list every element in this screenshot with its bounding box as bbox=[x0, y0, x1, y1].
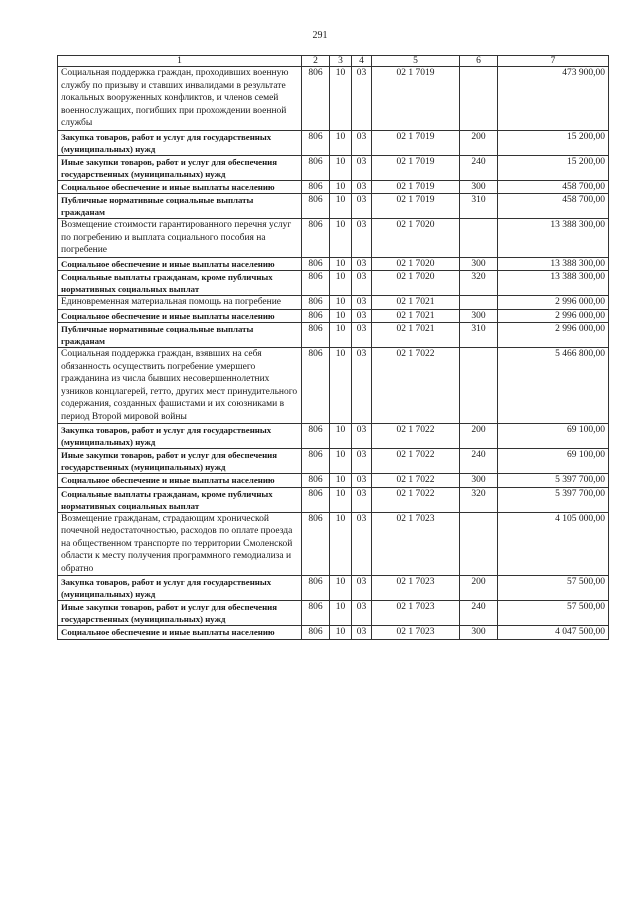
row-expense-type: 300 bbox=[460, 180, 498, 194]
budget-table bbox=[57, 55, 609, 640]
row-target-article: 02 1 7023 bbox=[372, 626, 460, 640]
row-section: 10 bbox=[330, 348, 352, 424]
row-amount: 13 388 300,00 bbox=[498, 257, 609, 271]
row-section: 10 bbox=[330, 296, 352, 310]
row-expense-type: 200 bbox=[460, 576, 498, 601]
row-section: 10 bbox=[330, 257, 352, 271]
row-subsection: 03 bbox=[352, 601, 372, 626]
row-section: 10 bbox=[330, 576, 352, 601]
row-amount: 2 996 000,00 bbox=[498, 309, 609, 323]
row-amount: 69 100,00 bbox=[498, 424, 609, 449]
row-name: Социальная поддержка граждан, взявших на себя обязанность осуществить погребение умершего гражданина из числа бывших несовершеннолетних узников концлагерей, гетто, других мест принудительного содержания, созданных фашистами и их союзниками в период Второй мировой войны bbox=[58, 348, 302, 424]
row-amount: 4 047 500,00 bbox=[498, 626, 609, 640]
table-row bbox=[58, 424, 609, 449]
row-amount: 5 397 700,00 bbox=[498, 487, 609, 512]
row-name: Социальные выплаты гражданам, кроме публичных нормативных социальных выплат bbox=[58, 271, 302, 296]
row-subsection: 03 bbox=[352, 449, 372, 474]
row-target-article: 02 1 7019 bbox=[372, 67, 460, 131]
row-ved: 806 bbox=[302, 219, 330, 258]
row-subsection: 03 bbox=[352, 626, 372, 640]
row-section: 10 bbox=[330, 194, 352, 219]
row-amount: 458 700,00 bbox=[498, 194, 609, 219]
row-target-article: 02 1 7022 bbox=[372, 424, 460, 449]
table-row bbox=[58, 576, 609, 601]
row-ved: 806 bbox=[302, 194, 330, 219]
header-cell: 2 bbox=[302, 56, 330, 67]
row-section: 10 bbox=[330, 219, 352, 258]
row-ved: 806 bbox=[302, 180, 330, 194]
row-section: 10 bbox=[330, 180, 352, 194]
row-section: 10 bbox=[330, 449, 352, 474]
row-subsection: 03 bbox=[352, 487, 372, 512]
row-target-article: 02 1 7021 bbox=[372, 323, 460, 348]
row-amount: 13 388 300,00 bbox=[498, 271, 609, 296]
row-name: Социальное обеспечение и иные выплаты населению bbox=[58, 309, 302, 323]
row-ved: 806 bbox=[302, 487, 330, 512]
row-target-article: 02 1 7019 bbox=[372, 194, 460, 219]
row-target-article: 02 1 7019 bbox=[372, 155, 460, 180]
row-ved: 806 bbox=[302, 296, 330, 310]
table-row bbox=[58, 296, 609, 310]
table-row bbox=[58, 309, 609, 323]
table-row bbox=[58, 219, 609, 258]
row-ved: 806 bbox=[302, 576, 330, 601]
row-amount: 4 105 000,00 bbox=[498, 512, 609, 576]
row-amount: 15 200,00 bbox=[498, 155, 609, 180]
row-target-article: 02 1 7019 bbox=[372, 130, 460, 155]
table-row bbox=[58, 512, 609, 576]
table-row bbox=[58, 474, 609, 488]
row-subsection: 03 bbox=[352, 271, 372, 296]
row-expense-type bbox=[460, 296, 498, 310]
row-target-article: 02 1 7020 bbox=[372, 219, 460, 258]
row-target-article: 02 1 7021 bbox=[372, 296, 460, 310]
row-amount: 15 200,00 bbox=[498, 130, 609, 155]
row-subsection: 03 bbox=[352, 576, 372, 601]
row-subsection: 03 bbox=[352, 309, 372, 323]
row-name: Социальное обеспечение и иные выплаты населению bbox=[58, 257, 302, 271]
row-target-article: 02 1 7020 bbox=[372, 271, 460, 296]
row-section: 10 bbox=[330, 601, 352, 626]
row-name: Возмещение стоимости гарантированного перечня услуг по погребению и выплата социального пособия на погребение bbox=[58, 219, 302, 258]
row-ved: 806 bbox=[302, 449, 330, 474]
table-row bbox=[58, 626, 609, 640]
row-target-article: 02 1 7020 bbox=[372, 257, 460, 271]
table-row bbox=[58, 271, 609, 296]
row-name: Возмещение гражданам, страдающим хронической почечной недостаточностью, расходов по оплате проезда на общественном транспорте по территории Смоленской области к месту получения программного гемодиализа и обратно bbox=[58, 512, 302, 576]
row-expense-type: 300 bbox=[460, 257, 498, 271]
row-target-article: 02 1 7022 bbox=[372, 487, 460, 512]
row-subsection: 03 bbox=[352, 323, 372, 348]
row-amount: 57 500,00 bbox=[498, 601, 609, 626]
row-expense-type bbox=[460, 512, 498, 576]
row-ved: 806 bbox=[302, 271, 330, 296]
row-expense-type: 200 bbox=[460, 130, 498, 155]
row-section: 10 bbox=[330, 626, 352, 640]
row-section: 10 bbox=[330, 424, 352, 449]
row-section: 10 bbox=[330, 309, 352, 323]
row-name: Публичные нормативные социальные выплаты гражданам bbox=[58, 194, 302, 219]
row-section: 10 bbox=[330, 155, 352, 180]
row-target-article: 02 1 7023 bbox=[372, 601, 460, 626]
row-ved: 806 bbox=[302, 323, 330, 348]
row-subsection: 03 bbox=[352, 424, 372, 449]
table-row bbox=[58, 348, 609, 424]
header-cell: 3 bbox=[330, 56, 352, 67]
table-row bbox=[58, 130, 609, 155]
row-amount: 57 500,00 bbox=[498, 576, 609, 601]
row-subsection: 03 bbox=[352, 180, 372, 194]
row-amount: 458 700,00 bbox=[498, 180, 609, 194]
row-subsection: 03 bbox=[352, 219, 372, 258]
row-expense-type: 300 bbox=[460, 309, 498, 323]
row-ved: 806 bbox=[302, 424, 330, 449]
row-subsection: 03 bbox=[352, 512, 372, 576]
row-expense-type: 240 bbox=[460, 449, 498, 474]
row-name: Единовременная материальная помощь на погребение bbox=[58, 296, 302, 310]
row-section: 10 bbox=[330, 323, 352, 348]
row-ved: 806 bbox=[302, 601, 330, 626]
row-section: 10 bbox=[330, 487, 352, 512]
row-expense-type: 320 bbox=[460, 487, 498, 512]
row-name: Иные закупки товаров, работ и услуг для обеспечения государственных (муниципальных) нужд bbox=[58, 449, 302, 474]
row-name: Социальное обеспечение и иные выплаты населению bbox=[58, 180, 302, 194]
row-target-article: 02 1 7019 bbox=[372, 180, 460, 194]
table-row bbox=[58, 155, 609, 180]
row-ved: 806 bbox=[302, 512, 330, 576]
table-row bbox=[58, 257, 609, 271]
table-row bbox=[58, 449, 609, 474]
row-expense-type: 240 bbox=[460, 601, 498, 626]
row-target-article: 02 1 7022 bbox=[372, 348, 460, 424]
row-target-article: 02 1 7022 bbox=[372, 449, 460, 474]
row-target-article: 02 1 7021 bbox=[372, 309, 460, 323]
header-cell: 6 bbox=[460, 56, 498, 67]
row-name: Социальное обеспечение и иные выплаты населению bbox=[58, 626, 302, 640]
row-expense-type: 300 bbox=[460, 626, 498, 640]
row-ved: 806 bbox=[302, 257, 330, 271]
row-expense-type: 320 bbox=[460, 271, 498, 296]
row-section: 10 bbox=[330, 67, 352, 131]
row-name: Социальная поддержка граждан, проходивших военную службу по призыву и ставших инвалидами в результате локальных вооруженных конфликтов, и членов семей военнослужащих, погибших при прохождении военной службы bbox=[58, 67, 302, 131]
row-amount: 69 100,00 bbox=[498, 449, 609, 474]
header-cell: 7 bbox=[498, 56, 609, 67]
row-amount: 2 996 000,00 bbox=[498, 296, 609, 310]
row-name: Иные закупки товаров, работ и услуг для обеспечения государственных (муниципальных) нужд bbox=[58, 601, 302, 626]
page-number: 291 bbox=[312, 30, 328, 41]
row-expense-type bbox=[460, 67, 498, 131]
row-subsection: 03 bbox=[352, 130, 372, 155]
table-row bbox=[58, 323, 609, 348]
row-name: Социальные выплаты гражданам, кроме публичных нормативных социальных выплат bbox=[58, 487, 302, 512]
row-expense-type bbox=[460, 348, 498, 424]
row-subsection: 03 bbox=[352, 296, 372, 310]
row-section: 10 bbox=[330, 474, 352, 488]
row-target-article: 02 1 7022 bbox=[372, 474, 460, 488]
row-ved: 806 bbox=[302, 130, 330, 155]
row-expense-type bbox=[460, 219, 498, 258]
row-name: Публичные нормативные социальные выплаты гражданам bbox=[58, 323, 302, 348]
header-cell: 4 bbox=[352, 56, 372, 67]
row-expense-type: 300 bbox=[460, 474, 498, 488]
row-section: 10 bbox=[330, 271, 352, 296]
row-name: Закупка товаров, работ и услуг для государственных (муниципальных) нужд bbox=[58, 576, 302, 601]
row-section: 10 bbox=[330, 512, 352, 576]
row-amount: 2 996 000,00 bbox=[498, 323, 609, 348]
row-expense-type: 310 bbox=[460, 323, 498, 348]
row-target-article: 02 1 7023 bbox=[372, 512, 460, 576]
row-expense-type: 200 bbox=[460, 424, 498, 449]
row-subsection: 03 bbox=[352, 67, 372, 131]
table-row bbox=[58, 67, 609, 131]
row-target-article: 02 1 7023 bbox=[372, 576, 460, 601]
table-row bbox=[58, 487, 609, 512]
row-amount: 473 900,00 bbox=[498, 67, 609, 131]
row-subsection: 03 bbox=[352, 348, 372, 424]
row-name: Закупка товаров, работ и услуг для государственных (муниципальных) нужд bbox=[58, 424, 302, 449]
row-name: Социальное обеспечение и иные выплаты населению bbox=[58, 474, 302, 488]
row-ved: 806 bbox=[302, 309, 330, 323]
row-amount: 13 388 300,00 bbox=[498, 219, 609, 258]
row-name: Иные закупки товаров, работ и услуг для обеспечения государственных (муниципальных) нужд bbox=[58, 155, 302, 180]
table-header-row bbox=[58, 56, 609, 67]
row-ved: 806 bbox=[302, 348, 330, 424]
row-ved: 806 bbox=[302, 626, 330, 640]
row-amount: 5 466 800,00 bbox=[498, 348, 609, 424]
row-ved: 806 bbox=[302, 67, 330, 131]
row-subsection: 03 bbox=[352, 257, 372, 271]
table-row bbox=[58, 601, 609, 626]
table-row bbox=[58, 194, 609, 219]
row-subsection: 03 bbox=[352, 474, 372, 488]
row-ved: 806 bbox=[302, 155, 330, 180]
header-cell: 1 bbox=[58, 56, 302, 67]
row-subsection: 03 bbox=[352, 155, 372, 180]
row-name: Закупка товаров, работ и услуг для государственных (муниципальных) нужд bbox=[58, 130, 302, 155]
row-ved: 806 bbox=[302, 474, 330, 488]
row-expense-type: 310 bbox=[460, 194, 498, 219]
row-subsection: 03 bbox=[352, 194, 372, 219]
row-amount: 5 397 700,00 bbox=[498, 474, 609, 488]
header-cell: 5 bbox=[372, 56, 460, 67]
row-expense-type: 240 bbox=[460, 155, 498, 180]
table-row bbox=[58, 180, 609, 194]
row-section: 10 bbox=[330, 130, 352, 155]
